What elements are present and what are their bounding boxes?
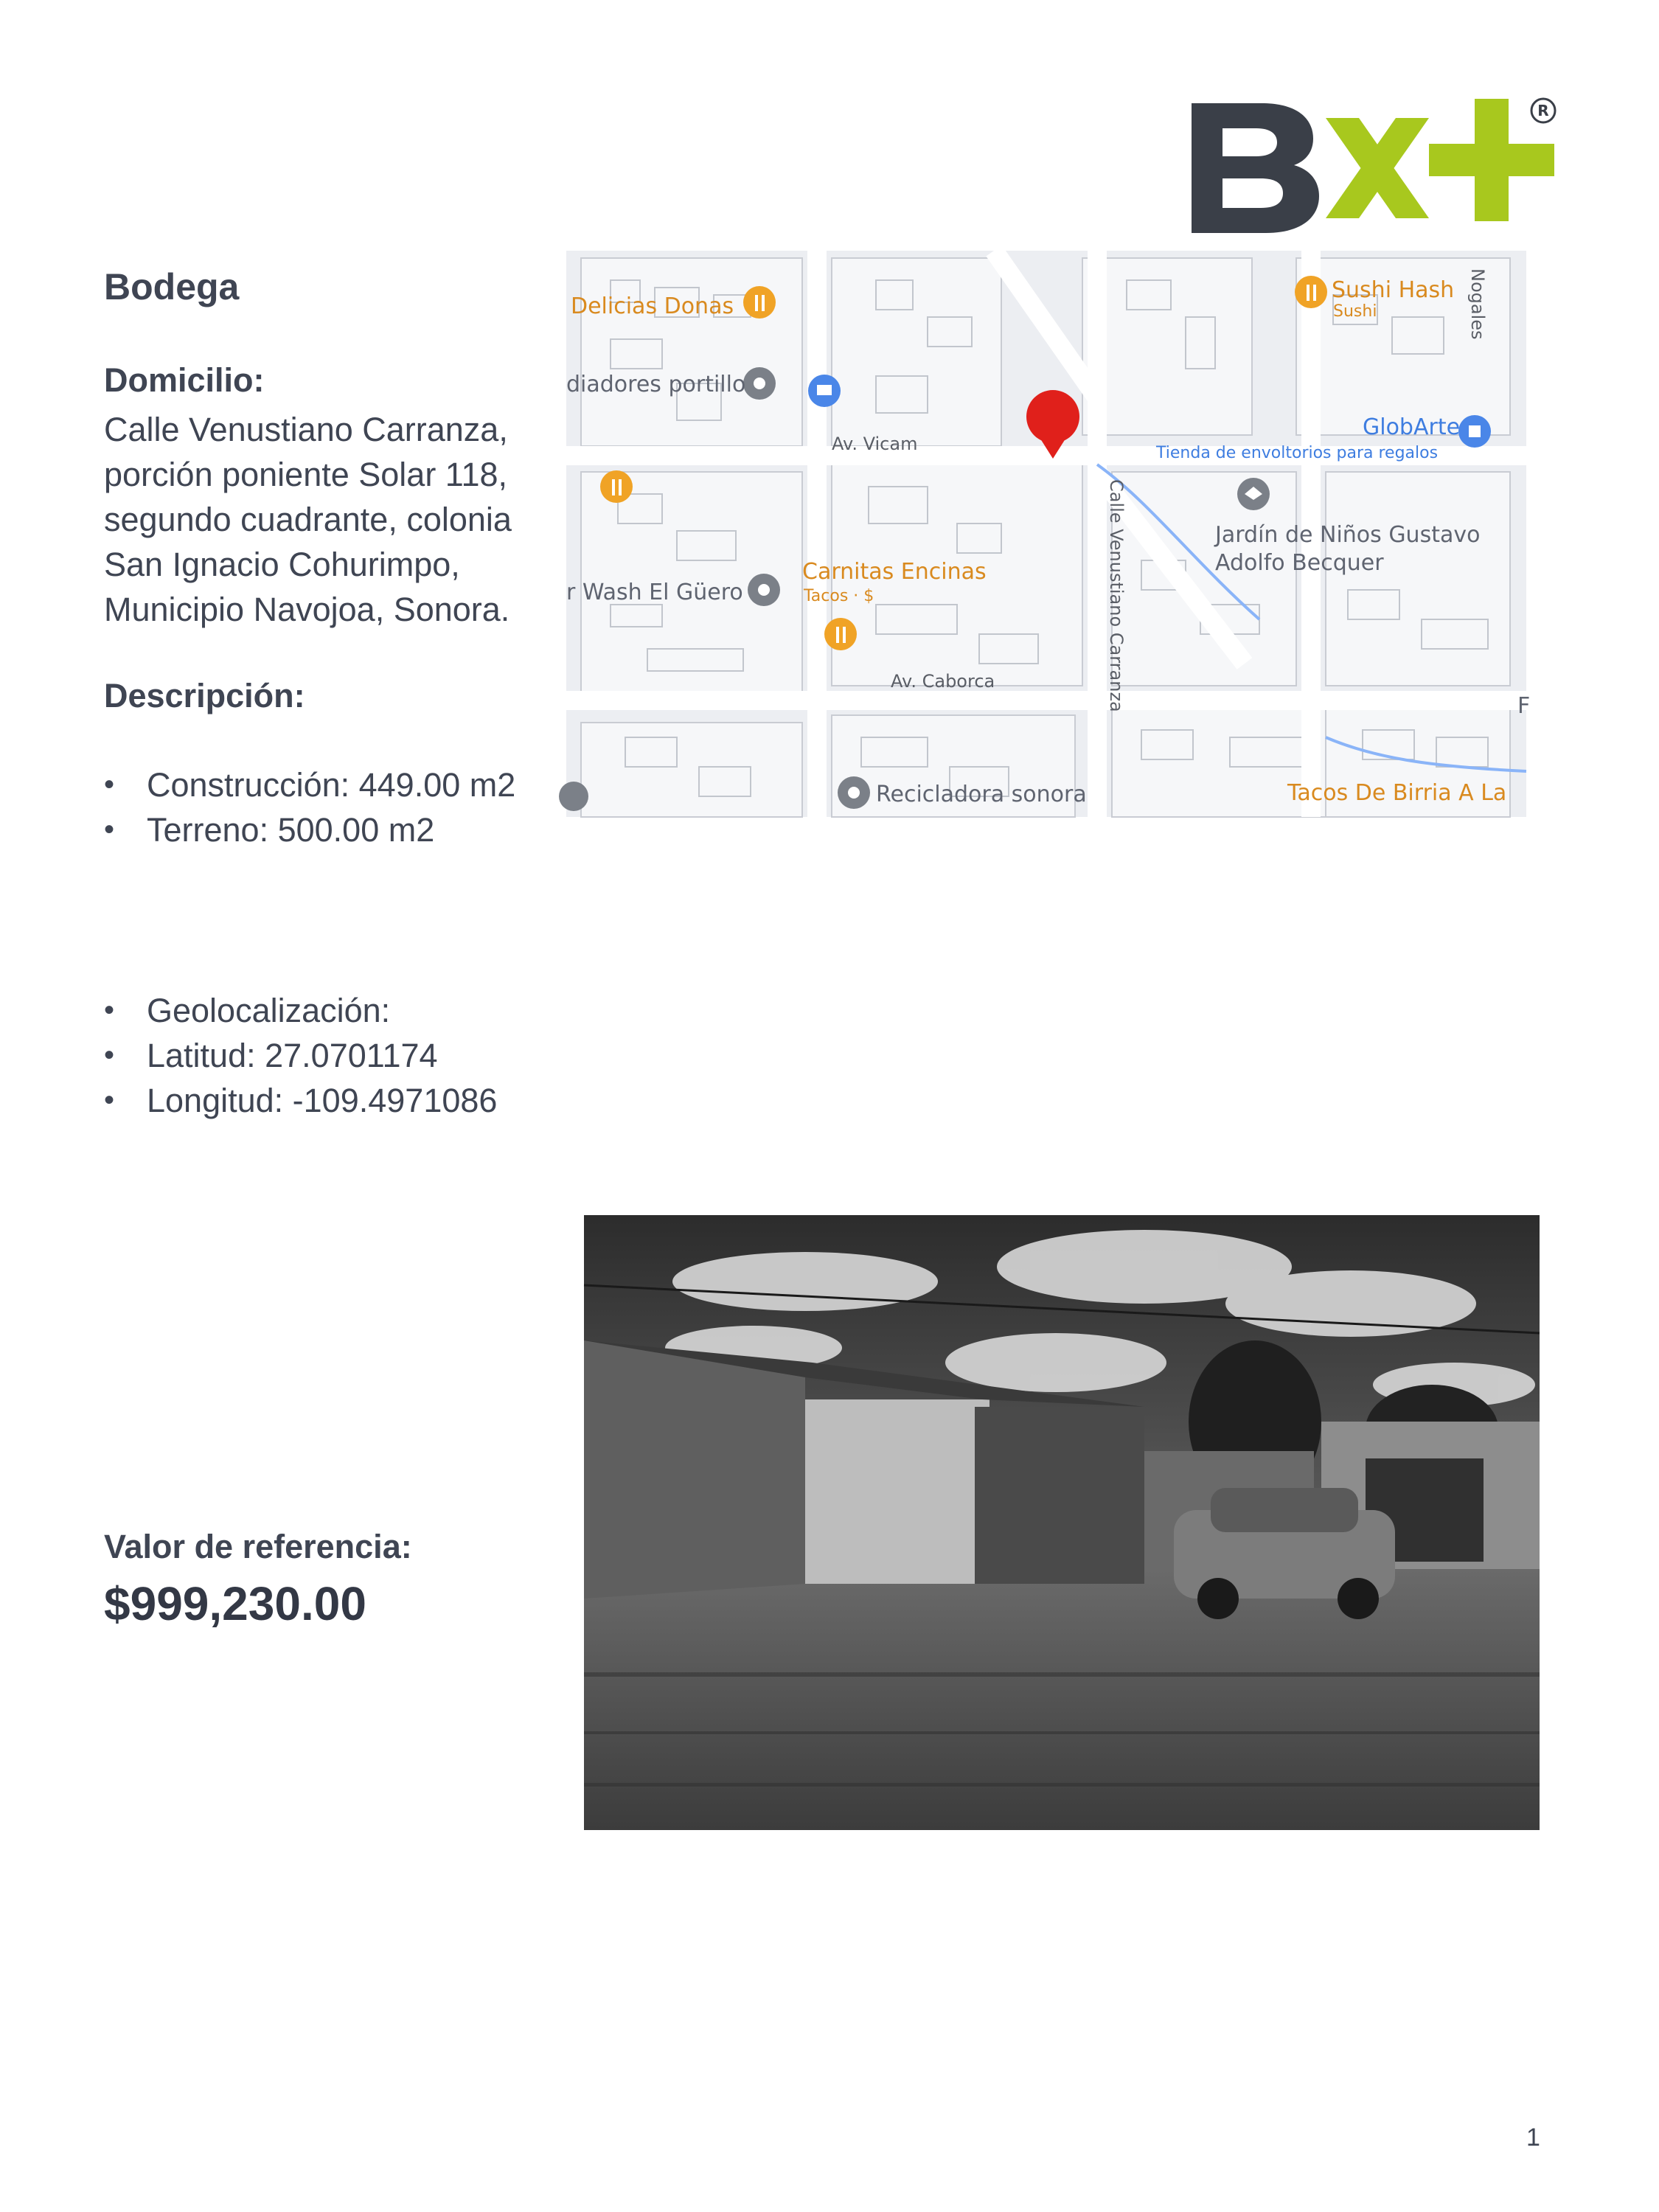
- reference-price: $999,230.00: [104, 1577, 366, 1630]
- description-label: Descripción:: [104, 677, 305, 714]
- map-poi-label: Adolfo Becquer: [1215, 550, 1384, 576]
- map-street-label: Av. Caborca: [891, 671, 995, 692]
- page-number: 1: [1526, 2124, 1540, 2152]
- svg-text:R: R: [1537, 102, 1549, 119]
- map-poi-label: GlobArte: [1363, 414, 1461, 440]
- map-poi-label: Sushi Hash: [1332, 277, 1455, 303]
- map-poi-sublabel: Sushi: [1333, 302, 1377, 321]
- map-poi-label: Recicladora sonora: [876, 782, 1087, 807]
- address-block: [104, 407, 561, 632]
- list-item: [104, 762, 515, 807]
- map-poi-label: diadores portillo: [566, 372, 746, 397]
- address-line: segundo cuadrante, colonia: [104, 501, 512, 538]
- bullet-icon: •: [104, 813, 115, 846]
- address-label: Domicilio:: [104, 361, 265, 399]
- warehouse-photo-image: [584, 1215, 1540, 1830]
- map-street-label: Nogales: [1467, 268, 1488, 340]
- restaurant-marker-icon: [743, 286, 776, 319]
- bullet-icon: •: [104, 1084, 115, 1116]
- map-street-label: Av. Vicam: [832, 434, 918, 454]
- geolocation-list: [104, 988, 497, 1123]
- address-line: San Ignacio Cohurimpo,: [104, 546, 460, 583]
- longitude: Longitud: -109.4971086: [147, 1082, 498, 1119]
- bullet-icon: •: [104, 1039, 115, 1071]
- land-area: Terreno: 500.00 m2: [147, 811, 435, 849]
- map-poi-label: Jardín de Niños Gustavo: [1215, 522, 1481, 548]
- description-list: [104, 762, 515, 852]
- bullet-icon: •: [104, 768, 115, 801]
- location-map[interactable]: [566, 251, 1531, 817]
- list-item: [104, 807, 515, 852]
- list-item: [104, 1033, 497, 1078]
- map-poi-label: Tacos De Birria A La: [1287, 780, 1507, 806]
- map-poi-label: r Wash El Güero: [566, 580, 743, 605]
- map-poi-sublabel: Tienda de envoltorios para regalos: [1156, 444, 1439, 462]
- bullet-icon: •: [104, 994, 115, 1026]
- map-street-label: Calle Venustiano Carranza: [1106, 479, 1127, 712]
- list-item: [104, 1078, 497, 1123]
- property-title: Bodega: [104, 266, 240, 307]
- address-line: porción poniente Solar 118,: [104, 456, 508, 493]
- map-poi-sublabel: Tacos · $: [804, 587, 874, 605]
- value-label: Valor de referencia:: [104, 1528, 412, 1565]
- construction-area: Construcción: 449.00 m2: [147, 766, 516, 804]
- geolocation-label: Geolocalización:: [147, 992, 391, 1029]
- address-line: Municipio Navojoa, Sonora.: [104, 591, 510, 628]
- map-poi-label: Delicias Donas: [571, 293, 734, 319]
- latitude: Latitud: 27.0701174: [147, 1037, 438, 1074]
- address-line: Calle Venustiano Carranza,: [104, 411, 508, 448]
- map-poi-label: Carnitas Encinas: [802, 559, 987, 585]
- map-poi-label: F: [1517, 693, 1531, 719]
- property-photo: [584, 1215, 1540, 1830]
- bx-plus-logo: [1186, 88, 1569, 229]
- list-item: [104, 988, 497, 1033]
